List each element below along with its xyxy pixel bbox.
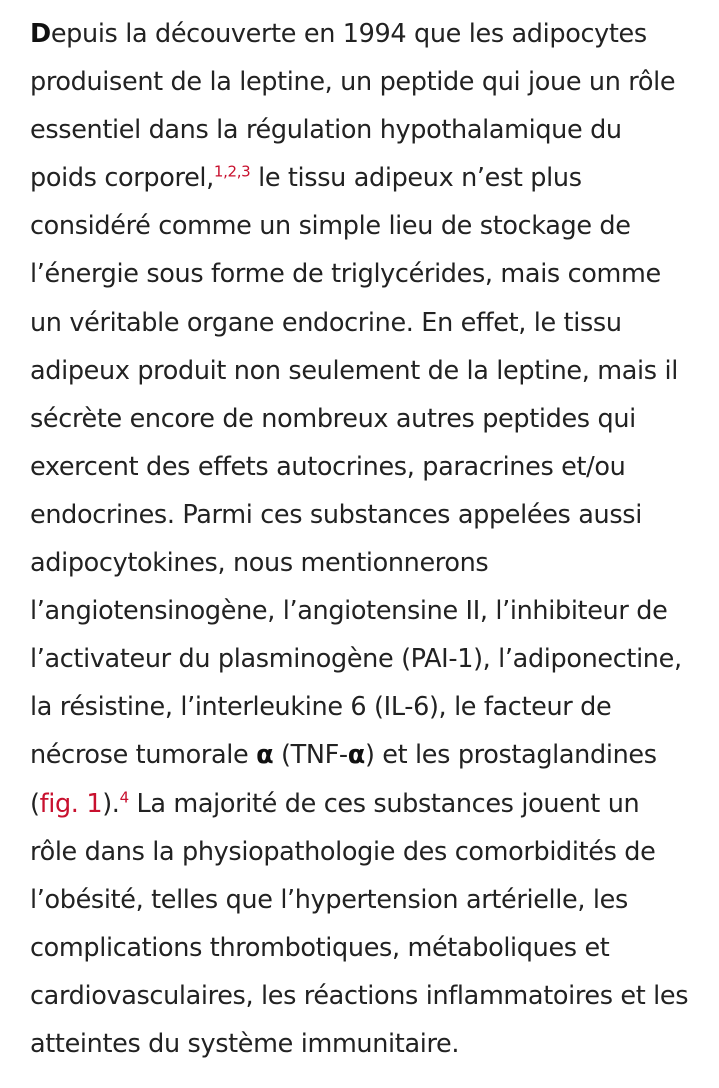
- drop-cap: D: [30, 19, 51, 49]
- line-text: La majorité de ces substances jouent un: [128, 788, 640, 819]
- reference-link-4[interactable]: 4: [119, 788, 129, 806]
- text-line: exercent des effets autocrines, paracrines et/ou: [30, 451, 626, 482]
- text-line: essentiel dans la régulation hypothalamique du: [30, 115, 622, 146]
- alpha-symbol: α: [347, 740, 365, 771]
- line-text: poids corporel,: [30, 163, 214, 194]
- article-paragraph: [30, 10, 700, 1068]
- line-text: ).: [102, 788, 120, 819]
- text-line: considéré comme un simple lieu de stockage de: [30, 211, 631, 242]
- text-line: [30, 780, 700, 828]
- text-line: [30, 10, 700, 58]
- line-text: (: [30, 788, 40, 819]
- reference-link-1-2-3[interactable]: 1,2,3: [213, 162, 251, 181]
- text-line: adipocytokines, nous mentionnerons: [30, 548, 489, 579]
- line-text: le tissu adipeux n’est plus: [250, 163, 582, 194]
- text-line: [30, 154, 700, 202]
- text-line: produisent de la leptine, un peptide qui joue un rôle: [30, 67, 676, 98]
- line-text: ) et les prostaglandines: [364, 740, 657, 771]
- line-text: (TNF-: [273, 740, 348, 771]
- line-text: epuis la découverte en 1994 que les adipocytes: [50, 19, 647, 49]
- text-line: l’angiotensinogène, l’angiotensine II, l’inhibiteur de: [30, 596, 668, 627]
- text-line: l’activateur du plasminogène (PAI-1), l’adiponectine,: [30, 644, 682, 675]
- text-line: endocrines. Parmi ces substances appelées aussi: [30, 499, 642, 530]
- text-line: l’énergie sous forme de triglycérides, mais comme: [30, 259, 661, 290]
- text-line: un véritable organe endocrine. En effet, le tissu: [30, 307, 622, 338]
- figure-1-link[interactable]: fig. 1: [39, 788, 103, 819]
- text-line: rôle dans la physiopathologie des comorbidités de: [30, 836, 656, 867]
- text-line: la résistine, l’interleukine 6 (IL-6), le facteur de: [30, 692, 612, 723]
- text-line: adipeux produit non seulement de la leptine, mais il: [30, 355, 678, 386]
- text-line: l’obésité, telles que l’hypertension artérielle, les: [30, 884, 628, 915]
- text-line: [30, 731, 700, 779]
- text-line: cardiovasculaires, les réactions inflammatoires et les: [30, 980, 689, 1011]
- alpha-symbol: α: [256, 740, 274, 771]
- text-line: atteintes du système immunitaire.: [30, 1028, 460, 1059]
- text-line: sécrète encore de nombreux autres peptides qui: [30, 403, 636, 434]
- text-line: complications thrombotiques, métaboliques et: [30, 932, 610, 963]
- line-text: nécrose tumorale: [30, 740, 257, 771]
